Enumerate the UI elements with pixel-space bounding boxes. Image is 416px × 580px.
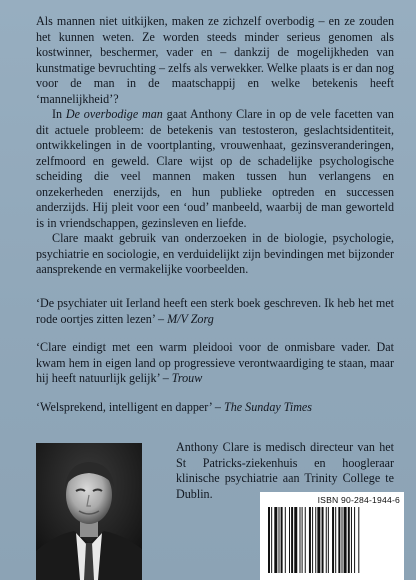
barcode-bar xyxy=(317,507,320,573)
book-title: De overbodige man xyxy=(65,107,163,121)
barcode-bar xyxy=(285,507,286,573)
barcode-bar xyxy=(289,507,290,573)
barcode-label xyxy=(260,492,404,580)
barcode-bar xyxy=(305,507,306,573)
quote-text: ‘Welsprekend, intelligent en dapper’ – xyxy=(36,399,224,414)
barcode-bar xyxy=(351,507,352,573)
barcode-bar xyxy=(348,507,350,573)
isbn-number: ISBN 90-284-1944-6 xyxy=(317,495,400,505)
barcode-bar xyxy=(300,507,301,573)
description-text xyxy=(36,14,394,278)
barcode-bar xyxy=(322,507,324,573)
barcode-bar xyxy=(328,507,329,573)
quote-text: ‘Clare eindigt met een warm pleidooi voor de onmisbare vader. Dat kwam hem in eigen land op progressieve verontwaardiging te staan, maar hij heeft natuurlijk gelijk’ – xyxy=(36,340,394,385)
barcode-bar xyxy=(268,507,270,573)
barcode-bar xyxy=(342,507,343,573)
summary-prefix: In xyxy=(52,107,66,121)
barcode-bar xyxy=(291,507,293,573)
review-quote xyxy=(36,400,394,416)
author-photo xyxy=(36,443,142,580)
review-quote xyxy=(36,340,394,387)
author-portrait-image xyxy=(36,443,142,580)
summary-paragraph xyxy=(36,107,394,231)
barcode-bar xyxy=(279,507,280,573)
quote-source: The Sunday Times xyxy=(223,399,313,414)
quote-text: ‘De psychiater uit Ierland heeft een sterk boek geschreven. Ik heb het met rode oortjes zitten lezen’ – xyxy=(36,296,394,326)
barcode-bar xyxy=(338,507,340,573)
barcode-bar xyxy=(354,507,355,573)
barcode-bar xyxy=(315,507,316,573)
quote-source: Trouw xyxy=(171,371,203,385)
barcode-bar xyxy=(344,507,347,573)
author-bio: Anthony Clare is medisch directeur van het St Patricks-ziekenhuis en hoogleraar klinische psychiatrie aan Trinity College te Dublin. xyxy=(176,440,394,501)
barcode-bar xyxy=(294,507,297,573)
barcode-bar xyxy=(332,507,334,573)
intro-paragraph: Als mannen niet uitkijken, maken ze zichzelf overbodig – en ze zouden het kunnen weten. Ze worden steeds minder serieus genomen als kostwinner, beschermer, vader en – dankzij de mogelijkheden van kunstmatige bevruchting – zelfs als verwekker. Welke plaats is er dan nog voor de man in de maatschappij en welke betekenis heeft ‘mannelijkheid’? xyxy=(36,14,394,106)
barcode-bar xyxy=(326,507,327,573)
barcode-bar xyxy=(309,507,311,573)
barcode-bar xyxy=(302,507,303,573)
barcode-icon xyxy=(268,507,398,573)
barcode-bar xyxy=(274,507,277,573)
summary-rest: gaat Anthony Clare in op de vele facetten van dit actuele probleem: de betekenis van testosteron, geslachtsidentiteit, ontwikkelingen in de voortplanting, vrouwenhaat, gezinsveranderingen, zelfmoord en geweld. Clare wijst op de schadelijke psychologische scheiding die veel mannen maken tussen hun verlangens en onzekerheden enerzijds, en hun publieke optreden en successen anderzijds. Hij pleit voor een ‘oud’ manbeeld, waarbij de man geworteld is in vriendschappen, gezinsleven en liefde. xyxy=(36,107,394,230)
research-paragraph: Clare maakt gebruik van onderzoeken in de biologie, psychologie, psychiatrie en sociologie, en verduidelijkt zijn bevindingen met bijzonder aansprekende en vermakelijke voorbeelden. xyxy=(36,231,394,276)
barcode-bar xyxy=(271,507,272,573)
review-quote xyxy=(36,296,394,327)
barcode-bar xyxy=(358,507,359,573)
barcode-bar xyxy=(281,507,283,573)
review-quotes xyxy=(36,296,394,415)
quote-source: M/V Zorg xyxy=(167,311,214,326)
barcode-bar xyxy=(335,507,336,573)
barcode-bar xyxy=(312,507,313,573)
